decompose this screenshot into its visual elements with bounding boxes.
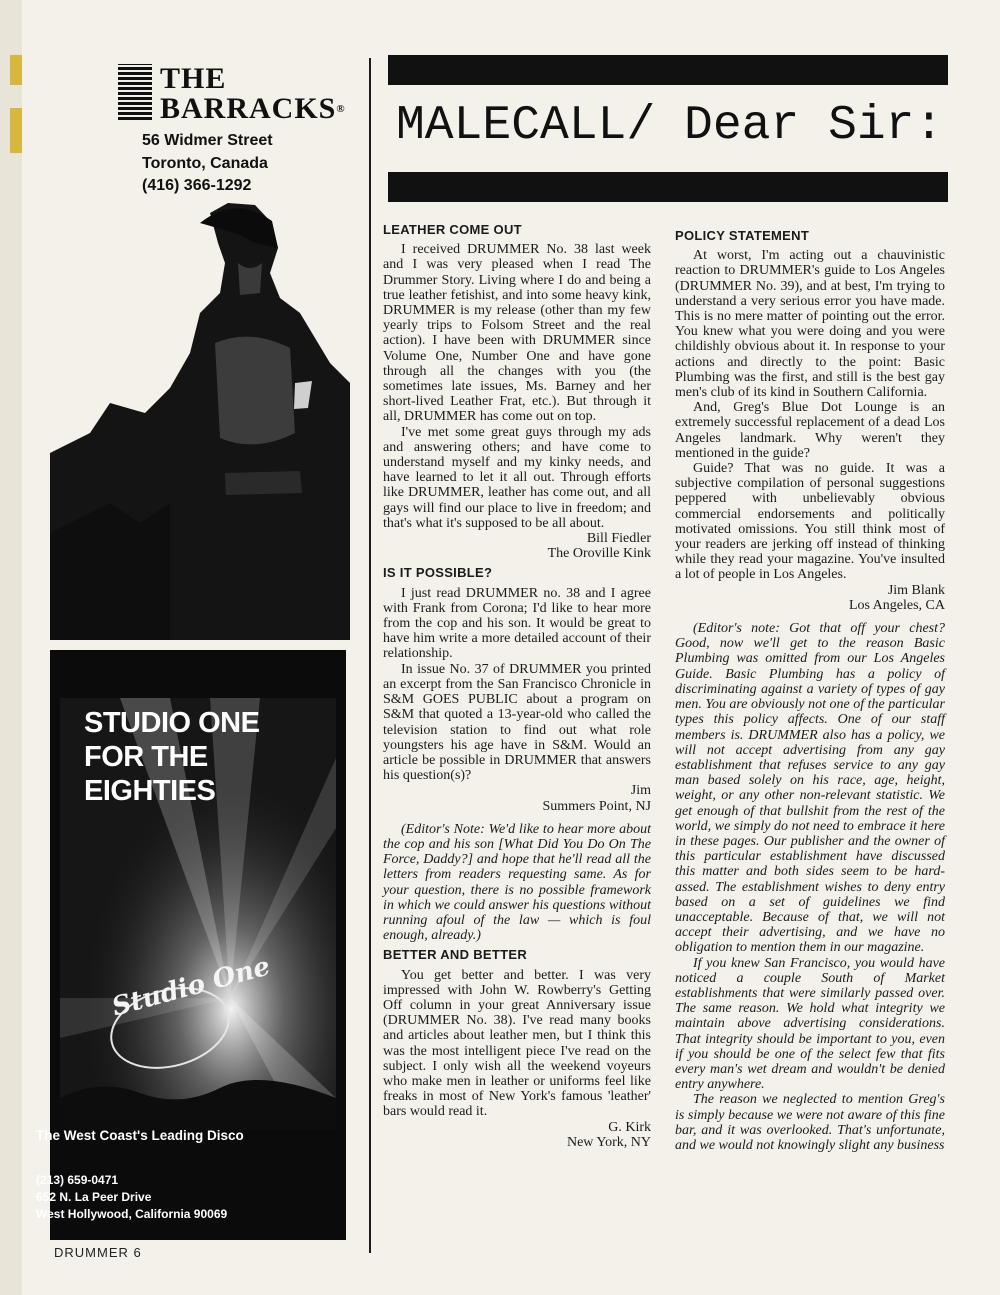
letter-heading-possible: IS IT POSSIBLE? <box>383 565 493 581</box>
letter-leather-p1: I received DRUMMER No. 38 last week and I was very pleased when I read The Drummer Story. Living where I do and being a true leather fetishist, and into some heavy kink, DRUMMER is my release (other than my few yearly trips to Folsom Street and the real action). I have been with DRUMMER since Volume One, Number One and have gone through all the changes with you (the sometimes late issues, Ms. Barney and her short-lived Leather Frat, etc.). But through it all, DRUMMER has come out on top. <box>383 242 651 425</box>
letter-heading-better: BETTER AND BETTER <box>383 947 528 963</box>
editor-note-policy-2: If you knew San Francisco, you would have noticed a couple South of Market establishments that were similarly passed over. The same reason. We hold what integrity we maintain above advertising considerations. That integrity should be important to you, even if you should be one of the select few that fits every man's wet dream and wouldn't be denied entry anywhere. <box>675 955 945 1093</box>
letter-policy-location: Los Angeles, CA <box>848 597 945 613</box>
barracks-phone: (416) 366-1292 <box>142 177 252 194</box>
barracks-ad <box>50 58 350 640</box>
letter-better-location: New York, NY <box>566 1134 651 1150</box>
page-footer: DRUMMER 6 <box>54 1245 142 1260</box>
binding-color-mark <box>10 108 22 153</box>
letter-leather-location: The Oroville Kink <box>547 546 651 562</box>
letter-heading-leather: LEATHER COME OUT <box>383 222 522 237</box>
letter-possible-p2: In issue No. 37 of DRUMMER you printed an excerpt from the San Francisco Chronicle in S&M GOES PUBLIC about a program on S&M that quoted a 13-year-old who called the television station to find out what role youngsters his age have in S&M. Would an article be possible in DRUMMER that answers his question(s)? <box>383 661 651 784</box>
letter-leather-p2: I've met some great guys through my ads and answering others; and have come to understand myself and my kinky needs, and have learned to let it all out. Through efforts like DRUMMER, leather has come out, and all gays will find our place to live in freedom; and that's what it's supposed to be all about. <box>383 424 651 531</box>
studio-one-contact <box>36 1172 227 1223</box>
letter-policy-p3: Guide? That was no guide. It was a subjective compilation of personal suggestions peppered with unbelievably obvious commercial endorsements and politically motivated omissions. You still think most of your readers are jerking off instead of thinking while they read your magazine. You've insulted a lot of people in Los Angeles. <box>675 461 945 583</box>
letter-policy-signature: Jim Blank <box>887 582 945 598</box>
studio-one-address-street: 652 N. La Peer Drive <box>36 1190 152 1204</box>
barracks-logo-line1: THE <box>160 62 227 95</box>
studio-one-tagline: The West Coast's Leading Disco <box>36 1128 244 1143</box>
masthead-title: MALECALL/ Dear Sir: <box>396 99 944 153</box>
barracks-logo-mark <box>118 64 152 120</box>
column-divider <box>369 58 371 1253</box>
letter-better-p1: You get better and better. I was very impressed with John W. Rowberry's Getting Off column in your great Anniversary issue (DRUMMER No. 38). I've read many books and articles about leather men, but I think this was the most intelligent piece I've read on the subject. I only wish all the weekend voyeurs who make men in leather or uniforms feel like freaks in most of New York's famous 'leather' bars would read it. <box>383 967 651 1120</box>
letters-column-right <box>675 224 945 1153</box>
editor-note-policy-1: (Editor's note: Got that off your chest? Good, now we'll get to the reason Basic Plumbing was omitted from our Los Angeles Guide. Basic Plumbing has a policy of discriminating against a variety of types of gay men. You are obviously not one of the particular types this policy affects. One of our staff members is. DRUMMER also has a policy, we will not accept advertising from any gay establishment that refuses service to any gay man based solely on his race, age, height, weight, or any other non-relevant statistic. We get enough of that bullshit from the rest of the world, we simply do not need to embrace it here in these pages. Our publisher and the owner of this particular establishment have discussed this matter and both sides seem to be hard-assed. The establishment wishes to deny entry based on a set of guidelines we find unacceptable. Because of that, we will not accept their advertising, and we have no obligation to mention them in our magazine. <box>675 621 945 956</box>
studio-one-address-city: West Hollywood, California 90069 <box>36 1207 228 1221</box>
barracks-logo-line2 <box>160 94 346 124</box>
letter-policy-p2: And, Greg's Blue Dot Lounge is an extremely successful replacement of a dead Los Angeles landmark. Why weren't they mentioned in the guide? <box>675 400 945 461</box>
barracks-address-street: 56 Widmer Street <box>142 132 273 149</box>
studio-one-ad <box>50 650 346 1240</box>
letter-better-signature: G. Kirk <box>608 1119 651 1135</box>
masthead-bar-bottom <box>388 172 948 202</box>
studio-one-title-line1: STUDIO ONE <box>84 707 260 739</box>
masthead-bar-top <box>388 55 948 85</box>
binding-strip <box>0 0 22 1295</box>
barracks-photo <box>50 203 350 640</box>
barracks-address-city: Toronto, Canada <box>142 155 268 172</box>
letter-possible-signature: Jim <box>630 783 651 799</box>
letter-policy-p1: At worst, I'm acting out a chauvinistic reaction to DRUMMER's guide to Los Angeles (DRUMMER No. 39), and at best, I'm trying to understand a very serious error you have made. This is no mere matter of pointing out the error. You knew what you were doing and you were childishly obvious about it. In response to your actions and directly to the point: Basic Plumbing was the first, and still is the best gay men's club of its kind in Southern California. <box>675 248 945 401</box>
studio-one-title-line3: EIGHTIES <box>84 775 216 807</box>
letter-possible-location: Summers Point, NJ <box>542 798 651 814</box>
letter-leather-signature: Bill Fiedler <box>586 531 651 547</box>
letter-possible-p1: I just read DRUMMER no. 38 and I agree with Frank from Corona; I'd like to hear more from the cop and his son. It would be great to have him write a more detailed account of their relationship. <box>383 585 651 662</box>
letter-heading-policy: POLICY STATEMENT <box>675 228 810 243</box>
editor-note-policy-3: The reason we neglected to mention Greg's is simply because we were not aware of this fine bar, and it was overlooked. That's unfortunate, and we would not knowingly slight any business <box>675 1092 945 1153</box>
studio-one-logo: Studio One <box>108 951 274 1023</box>
binding-color-mark <box>10 55 22 85</box>
studio-one-phone: (213) 659-0471 <box>36 1173 119 1187</box>
registered-mark: ® <box>336 103 346 115</box>
editor-note-possible: (Editor's Note: We'd like to hear more about the cop and his son [What Did You Do On The Force, Daddy?] and hope that he'll read all the letters from readers requesting same. As for your question, there is no possible framework in which we could answer his questions without running afoul of the law — which is foul enough, already.) <box>383 821 651 944</box>
letters-column-left <box>383 218 651 1150</box>
studio-one-title-line2: FOR THE <box>84 741 208 773</box>
barracks-logo-name: BARRACKS <box>160 92 337 125</box>
